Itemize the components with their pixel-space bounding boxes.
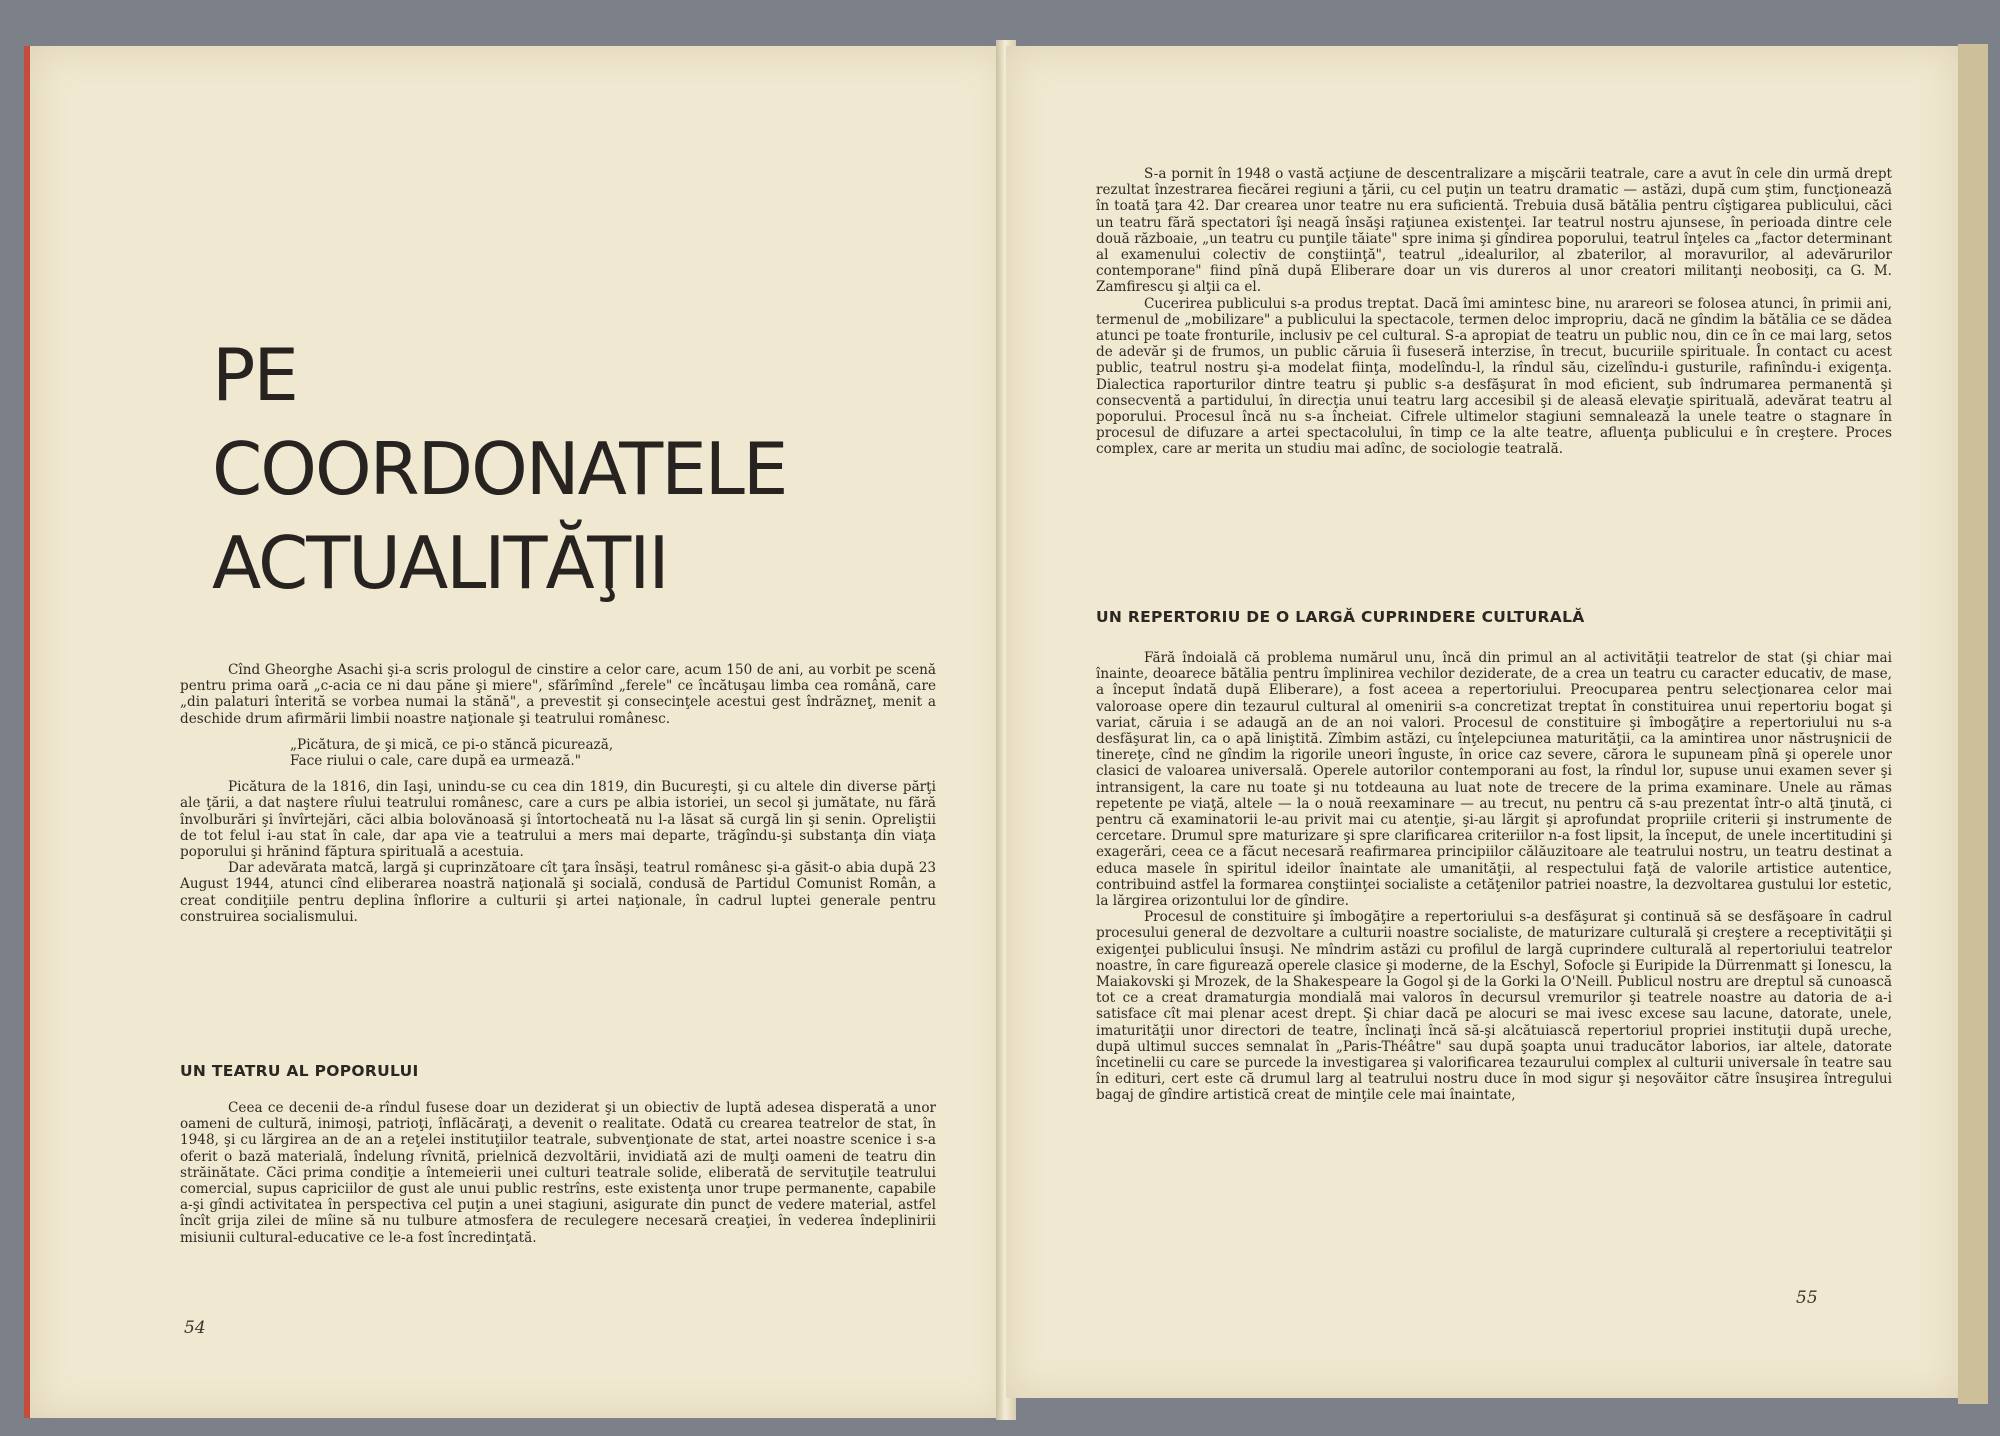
paragraph: Dar adevărata matcă, largă şi cuprinzătoare cît ţara însăşi, teatrul românesc şi-a găsit-o abia după 23 August 1944, atunci cînd eliberarea noastră naţională şi socială, condusă de Partidul Comunist Român, a creat condiţiile pentru deplina înflorire a culturii şi artei naţionale, în cadrul luptei generale pentru construirea socialismului. xyxy=(180,860,936,925)
page-number: 54 xyxy=(184,1318,206,1338)
top-column xyxy=(1096,166,1892,458)
section-heading: UN TEATRU AL POPORULUI xyxy=(180,1062,419,1080)
left-page xyxy=(24,46,1010,1418)
section-heading: UN REPERTORIU DE O LARGĂ CUPRINDERE CULTURALĂ xyxy=(1096,608,1585,626)
paragraph: S-a pornit în 1948 o vastă acţiune de descentralizare a mişcării teatrale, care a avut în cele din urmă drept rezultat înzestrarea fiecărei regiuni a ţării, cu cel puţin un teatru dramatic — astăzi, după cum ştim, funcţionează în toată ţara 42. Dar crearea unor teatre nu era suficientă. Trebuia dusă bătălia pentru cîştigarea publicului, căci un teatru fără spectatori îşi neagă însăşi raţiunea existenţei. Iar teatrul nostru ajunsese, în perioada dintre cele două războaie, „un teatru cu punţile tăiate" spre inima şi gîndirea poporului, teatrul înţeles ca „factor determinant al examenului colectiv de conştiinţă", teatrul „idealurilor, al zbaterilor, al moravurilor, al adevărurilor contemporane" fiind pînă după Eliberare doar un vis dureros al unor creatori militanţi neobosiţi, ca G. M. Zamfirescu şi alţii ca el. xyxy=(1096,166,1892,296)
paragraph: Ceea ce decenii de-a rîndul fusese doar un deziderat şi un obiectiv de luptă adesea disperată a unor oameni de cultură, inimoşi, patrioţi, înflăcăraţi, a devenit o realitate. Odată cu crearea teatrelor de stat, în 1948, şi cu lărgirea an de an a reţelei instituţiilor teatrale, subvenţionate de stat, artei noastre scenice i s-a oferit o bază materială, îndelung rîvnită, prielnică dezvoltării, invidiată azi de mulţi oameni de teatru din străinătate. Căci prima condiţie a întemeierii unei culturi teatrale solide, eliberată de servituţile teatrului comercial, supus capriciilor de gust ale unui public restrîns, este existenţa unor trupe permanente, capabile a-şi gîndi activitatea în perspectiva cel puţin a unei stagiuni, asigurate din punct de vedere material, astfel încît grija zilei de mîine să nu tulbure atmosfera de reculegere necesară creaţiei, în vederea îndeplinirii misiunii cultural-educative ce le-a fost încredinţată. xyxy=(180,1100,936,1246)
title-line: ACTUALITĂŢII xyxy=(212,521,668,605)
paragraph: Picătura de la 1816, din Iaşi, unindu-se cu cea din 1819, din Bucureşti, şi cu altele din diverse părţi ale ţării, a dat naştere rîului teatrului românesc, care a curs pe albia istoriei, un secol şi jumătate, nu fără învolburări şi învîrtejări, căci albia bolovănoasă şi întortocheată nu l-a lăsat să curgă lin şi senin. Opreliştii de tot felul i-au stat în cale, dar apa vie a teatrului a mers mai departe, trăgîndu-şi substanţa din viaţa poporului şi hrănind făptura spirituală a acestuia. xyxy=(180,779,936,861)
section2-column xyxy=(1096,650,1892,1104)
paragraph: Fără îndoială că problema numărul unu, încă din primul an al activităţii teatrelor de stat (şi chiar mai înainte, deoarece bătălia pentru împlinirea vechilor deziderate, de a crea un teatru cu caracter educativ, de mase, a început îndată după Eliberare), a fost aceea a repertoriului. Preocuparea pentru selecţionarea celor mai valoroase opere din tezaurul cultural al omenirii s-a concretizat treptat în constituirea unui repertoriu bogat şi variat, căruia i se adaugă an de an noi valori. Procesul de constituire şi îmbogăţire a repertoriului nu s-a desfăşurat lin, ca o apă liniştită. Zîmbim astăzi, cu înţelepciunea maturităţii, ca la amintirea unor năstruşnicii de tinereţe, cînd ne gîndim la rigorile uneori înguste, în orice caz severe, cărora le supuneam pînă şi operele unor clasici de valoarea universală. Operele autorilor contemporani au fost, la rîndul lor, supuse unui examen sever şi intransigent, la care nu toate şi nu totdeauna au luat note de trecere de la prima examinare. Unele au rămas repetente pe viaţă, altele — la o nouă reexaminare — au trecut, nu pentru că s-au prezentat într-o altă ţinută, ci pentru că examinatorii le-au privit mai cu atenţie, şi-au lărgit şi aprofundat propriile criterii şi instrumente de cercetare. Drumul spre maturizare şi spre clarificarea criteriilor n-a fost lipsit, la început, de unele incertitudini şi exagerări, ceea ce a făcut necesară reafirmarea principiilor călăuzitoare ale teatrului nostru, un teatru destinat a educa masele în spiritul ideilor înaintate ale umanităţii, al respectului faţă de valorile artistice autentice, contribuind astfel la formarea conştiinţei socialiste a cetăţenilor patriei noastre, la dezvoltarea gustului lor estetic, la lărgirea orizontului lor de gîndire. xyxy=(1096,650,1892,910)
title-line: COORDONATELE xyxy=(212,427,787,511)
paragraph: Procesul de constituire şi îmbogăţire a repertoriului s-a desfăşurat şi continuă să se desfăşoare în cadrul procesului general de dezvoltare a culturii noastre socialiste, de maturizare culturală şi creştere a receptivităţii şi exigenţei publicului însuşi. Ne mîndrim astăzi cu profilul de largă cuprindere culturală al repertoriului teatrelor noastre, în care figurează operele clasice şi moderne, de la Eschyl, Sofocle şi Euripide la Dürrenmatt şi Ionescu, la Maiakovski şi Mrozek, de la Shakespeare la Gogol şi de la Gorki la O'Neill. Publicul nostru are dreptul să cunoască tot ce a creat dramaturgia mondială mai valoros în decursul vremurilor şi teatrele noastre au datoria de a-i satisface cît mai plenar acest drept. Şi chiar dacă pe alocuri se mai ivesc excese sau lacune, datorate, unele, imaturităţii unor directori de teatre, înclinaţi încă să-şi alcătuiască repertoriul propriei instituţii după ureche, după ultimul succes semnalat în „Paris-Théâtre" sau după şoapta unui traducător laborios, iar altele, datorate încetinelii cu care se purcede la investigarea şi valorificarea tezaurului complex al culturii universale în teatre sau în edituri, cert este că drumul larg al teatrului nostru duce în mod sigur şi neşovăitor către însuşirea întregului bagaj de gîndire artistică creat de minţile cele mai înaintate, xyxy=(1096,909,1892,1104)
intro-column xyxy=(180,662,936,925)
section1-column xyxy=(180,1100,936,1246)
right-page xyxy=(1006,46,1958,1398)
verse-quote: „Picătura, de şi mică, ce pi-o stăncă picurează, Face riului o cale, care după ea urmează." xyxy=(290,736,614,770)
page-edges xyxy=(1958,44,1988,1404)
title-line: PE xyxy=(212,333,297,417)
page-number: 55 xyxy=(1796,1288,1818,1308)
paragraph: Cucerirea publicului s-a produs treptat. Dacă îmi amintesc bine, nu arareori se folosea atunci, în primii ani, termenul de „mobilizare" a publicului la spectacole, termen deloc impropriu, dacă ne gîndim la bătălia ce se dădea atunci pe toate fronturile, inclusiv pe cel cultural. S-a apropiat de teatru un public nou, din ce în ce mai larg, setos de adevăr şi de frumos, un public căruia îi fuseseră interzise, în trecut, bucuriile spirituale. În contact cu acest public, teatrul nostru şi-a modelat fiinţa, modelîndu-l, la rîndul său, cizelîndu-i gusturile, rafinîndu-i exigenţa. Dialectica raporturilor dintre teatru şi public s-a desfăşurat în mod eficient, sub îndrumarea permanentă şi consecventă a partidului, în direcţia unui teatru larg accesibil şi de aleasă elevaţie spirituală, adevărat teatru al poporului. Procesul încă nu s-a încheiat. Cifrele ultimelor stagiuni semnalează la unele teatre o stagnare în procesul de difuzare a artei spectacolului, în timp ce la alte teatre, afluenţa publicului e în creştere. Proces complex, care ar merita un studiu mai adînc, de sociologie teatrală. xyxy=(1096,295,1892,458)
paragraph: Cînd Gheorghe Asachi şi-a scris prologul de cinstire a celor care, acum 150 de ani, au vorbit pe scenă pentru prima oară „c-acia ce ni dau păne şi miere", sfărîmînd „ferele" ce încătuşau limba cea română, care „din palaturi înterită se vorbea numai la stănă", a prevestit şi consecinţele acestui gest îndrăzneţ, menit a deschide drum afirmării limbii noastre naţionale şi teatrului românesc. xyxy=(180,662,936,727)
article-title xyxy=(212,328,786,610)
